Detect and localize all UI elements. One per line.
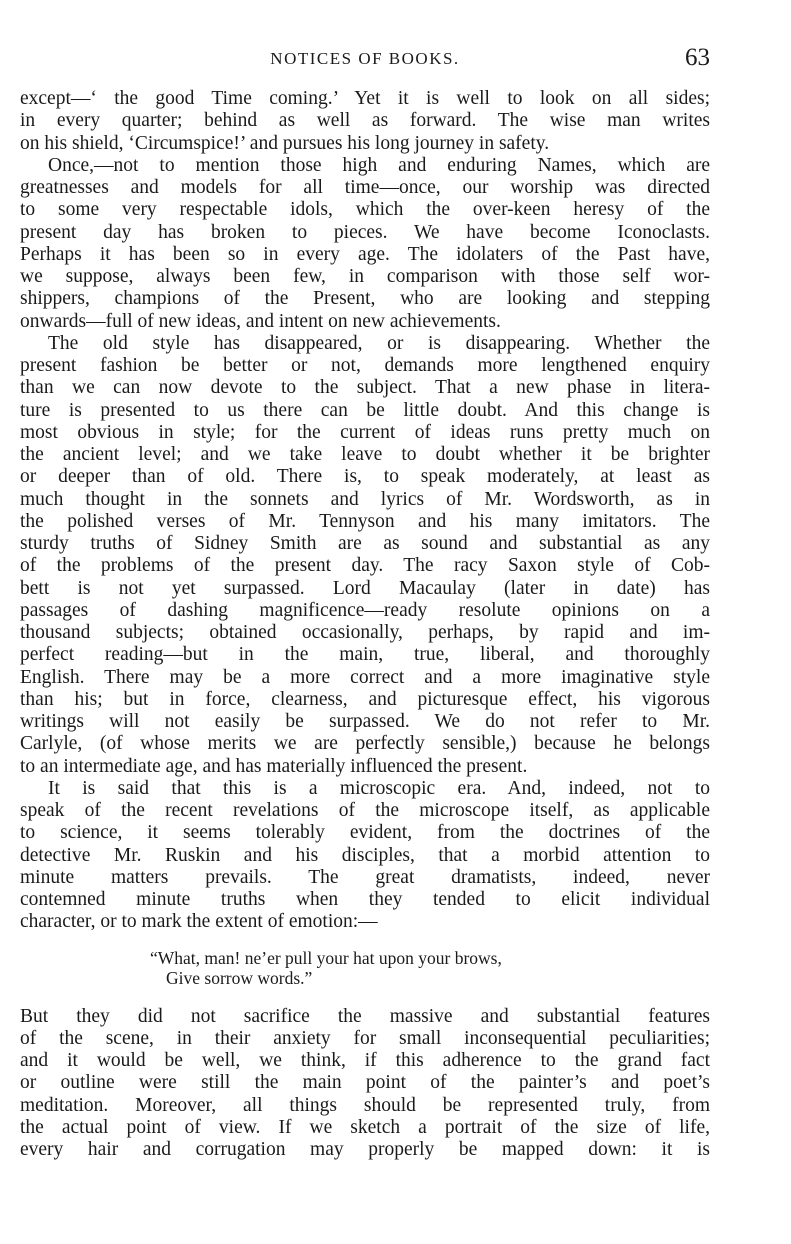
text-line: contemned minute truths when they tended to elicit individual bbox=[20, 889, 710, 910]
text-line: of the problems of the present day. The racy Saxon style of Cob- bbox=[20, 555, 710, 577]
text-line: than his; but in force, clearness, and picturesque effect, his vigorous bbox=[20, 688, 710, 710]
text-line: thousand subjects; obtained occasionally, perhaps, by rapid and im- bbox=[20, 622, 710, 643]
running-title: NOTICES OF BOOKS. bbox=[270, 49, 460, 68]
text-line: speak of the recent revelations of the microscope itself, as applicable bbox=[20, 800, 710, 821]
text-line: the polished verses of Mr. Tennyson and his many imitators. The bbox=[20, 510, 710, 532]
text-line: except—‘ the good Time coming.’ Yet it is well to look on all sides; bbox=[20, 88, 710, 109]
text-line: than we can now devote to the subject. That a new phase in litera- bbox=[20, 377, 710, 399]
text-line: perfect reading—but in the main, true, liberal, and thoroughly bbox=[20, 644, 710, 666]
text-line: we suppose, always been few, in comparison with those self wor- bbox=[20, 266, 710, 287]
text-line: present fashion be better or not, demands more lengthened enquiry bbox=[20, 355, 710, 376]
text-line: English. There may be a more correct and a more imaginative style bbox=[20, 666, 710, 688]
text-line: character, or to mark the extent of emotion:— bbox=[20, 911, 378, 933]
text-line: or outline were still the main point of the painter’s and poet’s bbox=[20, 1072, 710, 1094]
quote-line: “What, man! ne’er pull your hat upon your brows, bbox=[150, 947, 502, 968]
text-line: The old style has disappeared, or is disappearing. Whether the bbox=[48, 332, 710, 354]
block-quote bbox=[150, 948, 710, 988]
text-line: writings will not easily be surpassed. We do not refer to Mr. bbox=[20, 711, 710, 732]
text-line: shippers, champions of the Present, who are looking and stepping bbox=[20, 288, 710, 310]
main-paragraphs bbox=[20, 88, 710, 934]
text-line: the ancient level; and we take leave to doubt whether it be brighter bbox=[20, 444, 710, 465]
text-line: most obvious in style; for the current of ideas runs pretty much on bbox=[20, 421, 710, 443]
text-line: minute matters prevails. The great dramatists, indeed, never bbox=[20, 866, 710, 888]
text-line: on his shield, ‘Circumspice!’ and pursues his long journey in safety. bbox=[20, 132, 550, 154]
text-line: greatnesses and models for all time—once, our worship was directed bbox=[20, 177, 710, 198]
text-line: ture is presented to us there can be little doubt. And this change is bbox=[20, 399, 710, 421]
text-line: to science, it seems tolerably evident, from the doctrines of the bbox=[20, 822, 710, 844]
text-line: Carlyle, (of whose merits we are perfectly sensible,) because he belongs bbox=[20, 733, 710, 755]
text-line: sturdy truths of Sidney Smith are as sound and substantial as any bbox=[20, 533, 710, 554]
quote-line: Give sorrow words.” bbox=[166, 967, 313, 988]
text-line: present day has broken to pieces. We have become Iconoclasts. bbox=[20, 221, 710, 243]
text-line: and it would be well, we think, if this adherence to the grand fact bbox=[20, 1050, 710, 1071]
text-line: in every quarter; behind as well as forward. The wise man writes bbox=[20, 110, 710, 132]
text-line: Perhaps it has been so in every age. The idolaters of the Past have, bbox=[20, 243, 710, 265]
text-line: passages of dashing magnificence—ready resolute opinions on a bbox=[20, 599, 710, 621]
text-line: to some very respectable idols, which the over-keen heresy of the bbox=[20, 199, 710, 221]
body-text bbox=[20, 88, 710, 1161]
text-line: onwards—full of new ideas, and intent on new achievements. bbox=[20, 310, 501, 332]
page-number: 63 bbox=[685, 44, 710, 71]
text-line: detective Mr. Ruskin and his disciples, that a morbid attention to bbox=[20, 844, 710, 866]
text-line: the actual point of view. If we sketch a portrait of the size of life, bbox=[20, 1116, 710, 1138]
text-line: Once,—not to mention those high and enduring Names, which are bbox=[48, 154, 710, 176]
text-line: or deeper than of old. There is, to speak moderately, at least as bbox=[20, 466, 710, 488]
text-line: much thought in the sonnets and lyrics of Mr. Wordsworth, as in bbox=[20, 488, 710, 510]
text-line: of the scene, in their anxiety for small inconsequential peculiarities; bbox=[20, 1027, 710, 1049]
text-line: to an intermediate age, and has materially influenced the present. bbox=[20, 755, 528, 777]
text-line: But they did not sacrifice the massive and substantial features bbox=[20, 1005, 710, 1027]
text-line: bett is not yet surpassed. Lord Macaulay (later in date) has bbox=[20, 577, 710, 599]
running-head bbox=[20, 44, 710, 74]
text-line: every hair and corrugation may properly be mapped down: it is bbox=[20, 1139, 710, 1160]
closing-paragraph bbox=[20, 1006, 710, 1162]
text-line: meditation. Moreover, all things should be represented truly, from bbox=[20, 1094, 710, 1116]
text-line: It is said that this is a microscopic era. And, indeed, not to bbox=[48, 777, 710, 799]
